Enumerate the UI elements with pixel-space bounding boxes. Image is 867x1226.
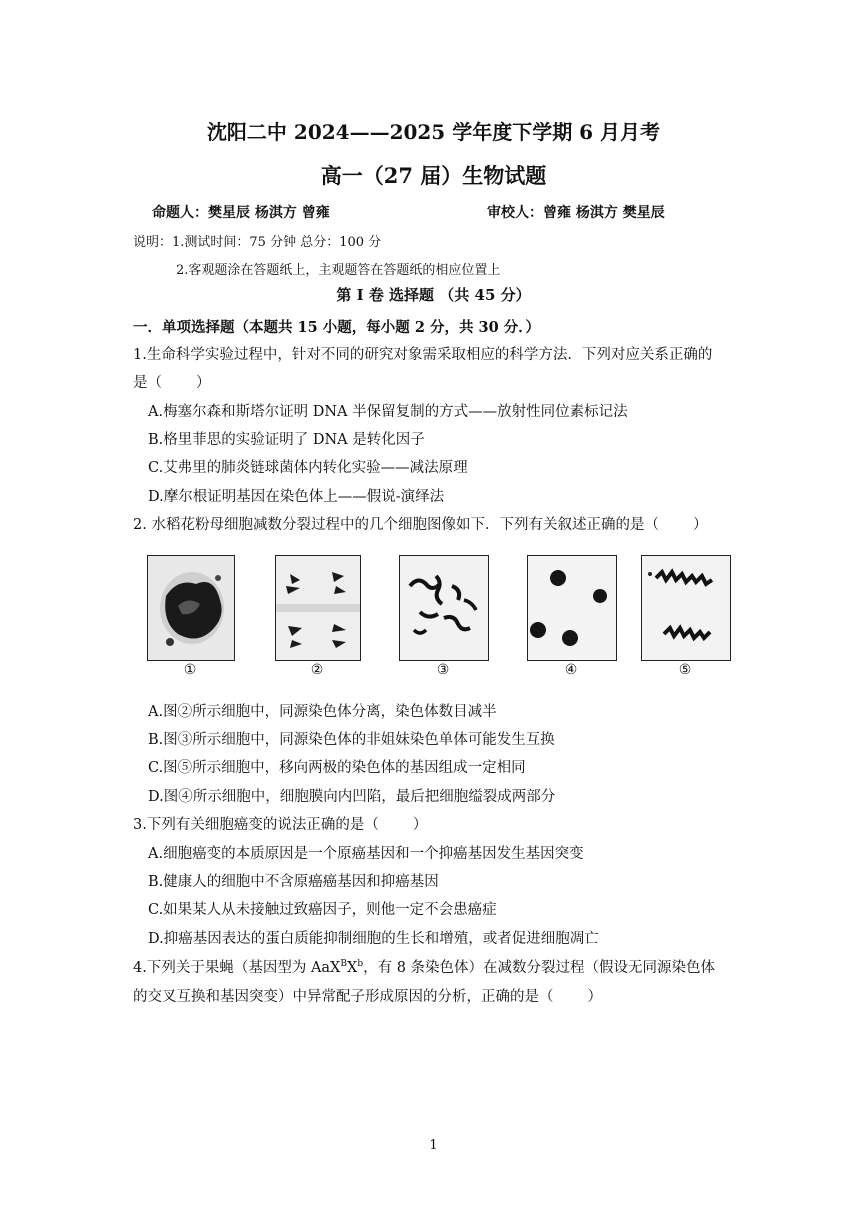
- question-4-stem-pre: 4.下列关于果蝇（基因型为 AaX: [133, 960, 341, 976]
- figure-label-4: ④: [564, 662, 578, 678]
- figure-label-2: ②: [310, 662, 324, 678]
- paren-close: ）: [692, 517, 708, 533]
- micrograph-3: [399, 555, 489, 661]
- micrograph-5-image: [642, 556, 730, 660]
- micrograph-4-image: [528, 556, 616, 660]
- question-1-option-a: A.梅塞尔森和斯塔尔证明 DNA 半保留复制的方式——放射性同位素标记法: [148, 404, 628, 420]
- question-2-option-c: C.图⑤所示细胞中，移向两极的染色体的基因组成一定相同: [148, 760, 526, 776]
- paren-close: ）: [196, 375, 211, 391]
- authors-left: 命题人：樊星辰 杨淇方 曾雍: [152, 205, 330, 221]
- question-1-option-c: C.艾弗里的肺炎链球菌体内转化实验——减法原理: [148, 460, 468, 476]
- exam-subtitle: 高一（27 届）生物试题: [320, 163, 547, 188]
- note-line-1: 说明：1.测试时间：75 分钟 总分：100 分: [133, 235, 382, 250]
- question-2-option-a: A.图②所示细胞中，同源染色体分离，染色体数目减半: [148, 704, 497, 720]
- figure-label-1: ①: [183, 662, 197, 678]
- question-4-stem-line-2: [133, 985, 602, 1006]
- question-4-stem-line-1: [133, 956, 715, 977]
- micrograph-2: [275, 555, 361, 661]
- chromosome-x: X: [347, 960, 358, 976]
- paren-close: ）: [412, 817, 428, 833]
- figure-label-5: ⑤: [678, 662, 692, 678]
- micrograph-5: [641, 555, 731, 661]
- question-3-stem: [133, 813, 427, 834]
- micrograph-3-image: [400, 556, 488, 660]
- section-title: 第 I 卷 选择题 （共 45 分）: [336, 286, 531, 304]
- question-1-option-d: D.摩尔根证明基因在染色体上——假说-演绎法: [148, 489, 445, 505]
- question-2-option-b: B.图③所示细胞中，同源染色体的非姐妹染色单体可能发生互换: [148, 732, 555, 748]
- allele-superscript-b-lower: b: [357, 959, 364, 970]
- question-1-option-b: B.格里菲思的实验证明了 DNA 是转化因子: [148, 432, 425, 448]
- question-3-option-d: D.抑癌基因表达的蛋白质能抑制细胞的生长和增殖，或者促进细胞凋亡: [148, 931, 599, 947]
- question-3-option-a: A.细胞癌变的本质原因是一个原癌基因和一个抑癌基因发生基因突变: [148, 846, 584, 862]
- question-2-option-d: D.图④所示细胞中，细胞膜向内凹陷，最后把细胞缢裂成两部分: [148, 789, 556, 805]
- question-2-stem-text: 2. 水稻花粉母细胞减数分裂过程中的几个细胞图像如下．下列有关叙述正确的是（: [133, 517, 659, 533]
- figure-label-3: ③: [436, 662, 450, 678]
- question-1-stem-text: 是（: [133, 375, 162, 391]
- question-2-stem: [133, 513, 707, 534]
- question-3-option-b: B.健康人的细胞中不含原癌癌基因和抑癌基因: [148, 874, 439, 890]
- page-number: 1: [429, 1138, 438, 1153]
- question-3-stem-text: 3.下列有关细胞癌变的说法正确的是（: [133, 817, 379, 833]
- question-3-option-c: C.如果某人从未接触过致癌因子，则他一定不会患癌症: [148, 902, 497, 918]
- note-line-2: 2.客观题涂在答题纸上，主观题答在答题纸的相应位置上: [176, 263, 501, 278]
- micrograph-1-image: [148, 556, 234, 660]
- question-1-stem-line-2: [133, 371, 211, 392]
- micrograph-4: [527, 555, 617, 661]
- question-4-stem-text: 的交叉互换和基因突变）中异常配子形成原因的分析，正确的是（: [133, 989, 554, 1005]
- question-4-stem-post: ，有 8 条染色体）在减数分裂过程（假设无同源染色体: [363, 960, 716, 976]
- question-1-stem-line-1: 1.生命科学实验过程中，针对不同的研究对象需采取相应的科学方法．下列对应关系正确的: [133, 347, 713, 363]
- micrograph-1: [147, 555, 235, 661]
- part-title: 一．单项选择题（本题共 15 小题，每小题 2 分，共 30 分．）: [133, 319, 540, 336]
- allele-superscript-b-upper: B: [340, 959, 348, 970]
- micrograph-2-image: [276, 556, 360, 660]
- exam-title: 沈阳二中 2024——2025 学年度下学期 6 月月考: [206, 120, 661, 144]
- paren-close: ）: [587, 989, 602, 1005]
- authors-right: 审校人：曾雍 杨淇方 樊星辰: [487, 205, 665, 221]
